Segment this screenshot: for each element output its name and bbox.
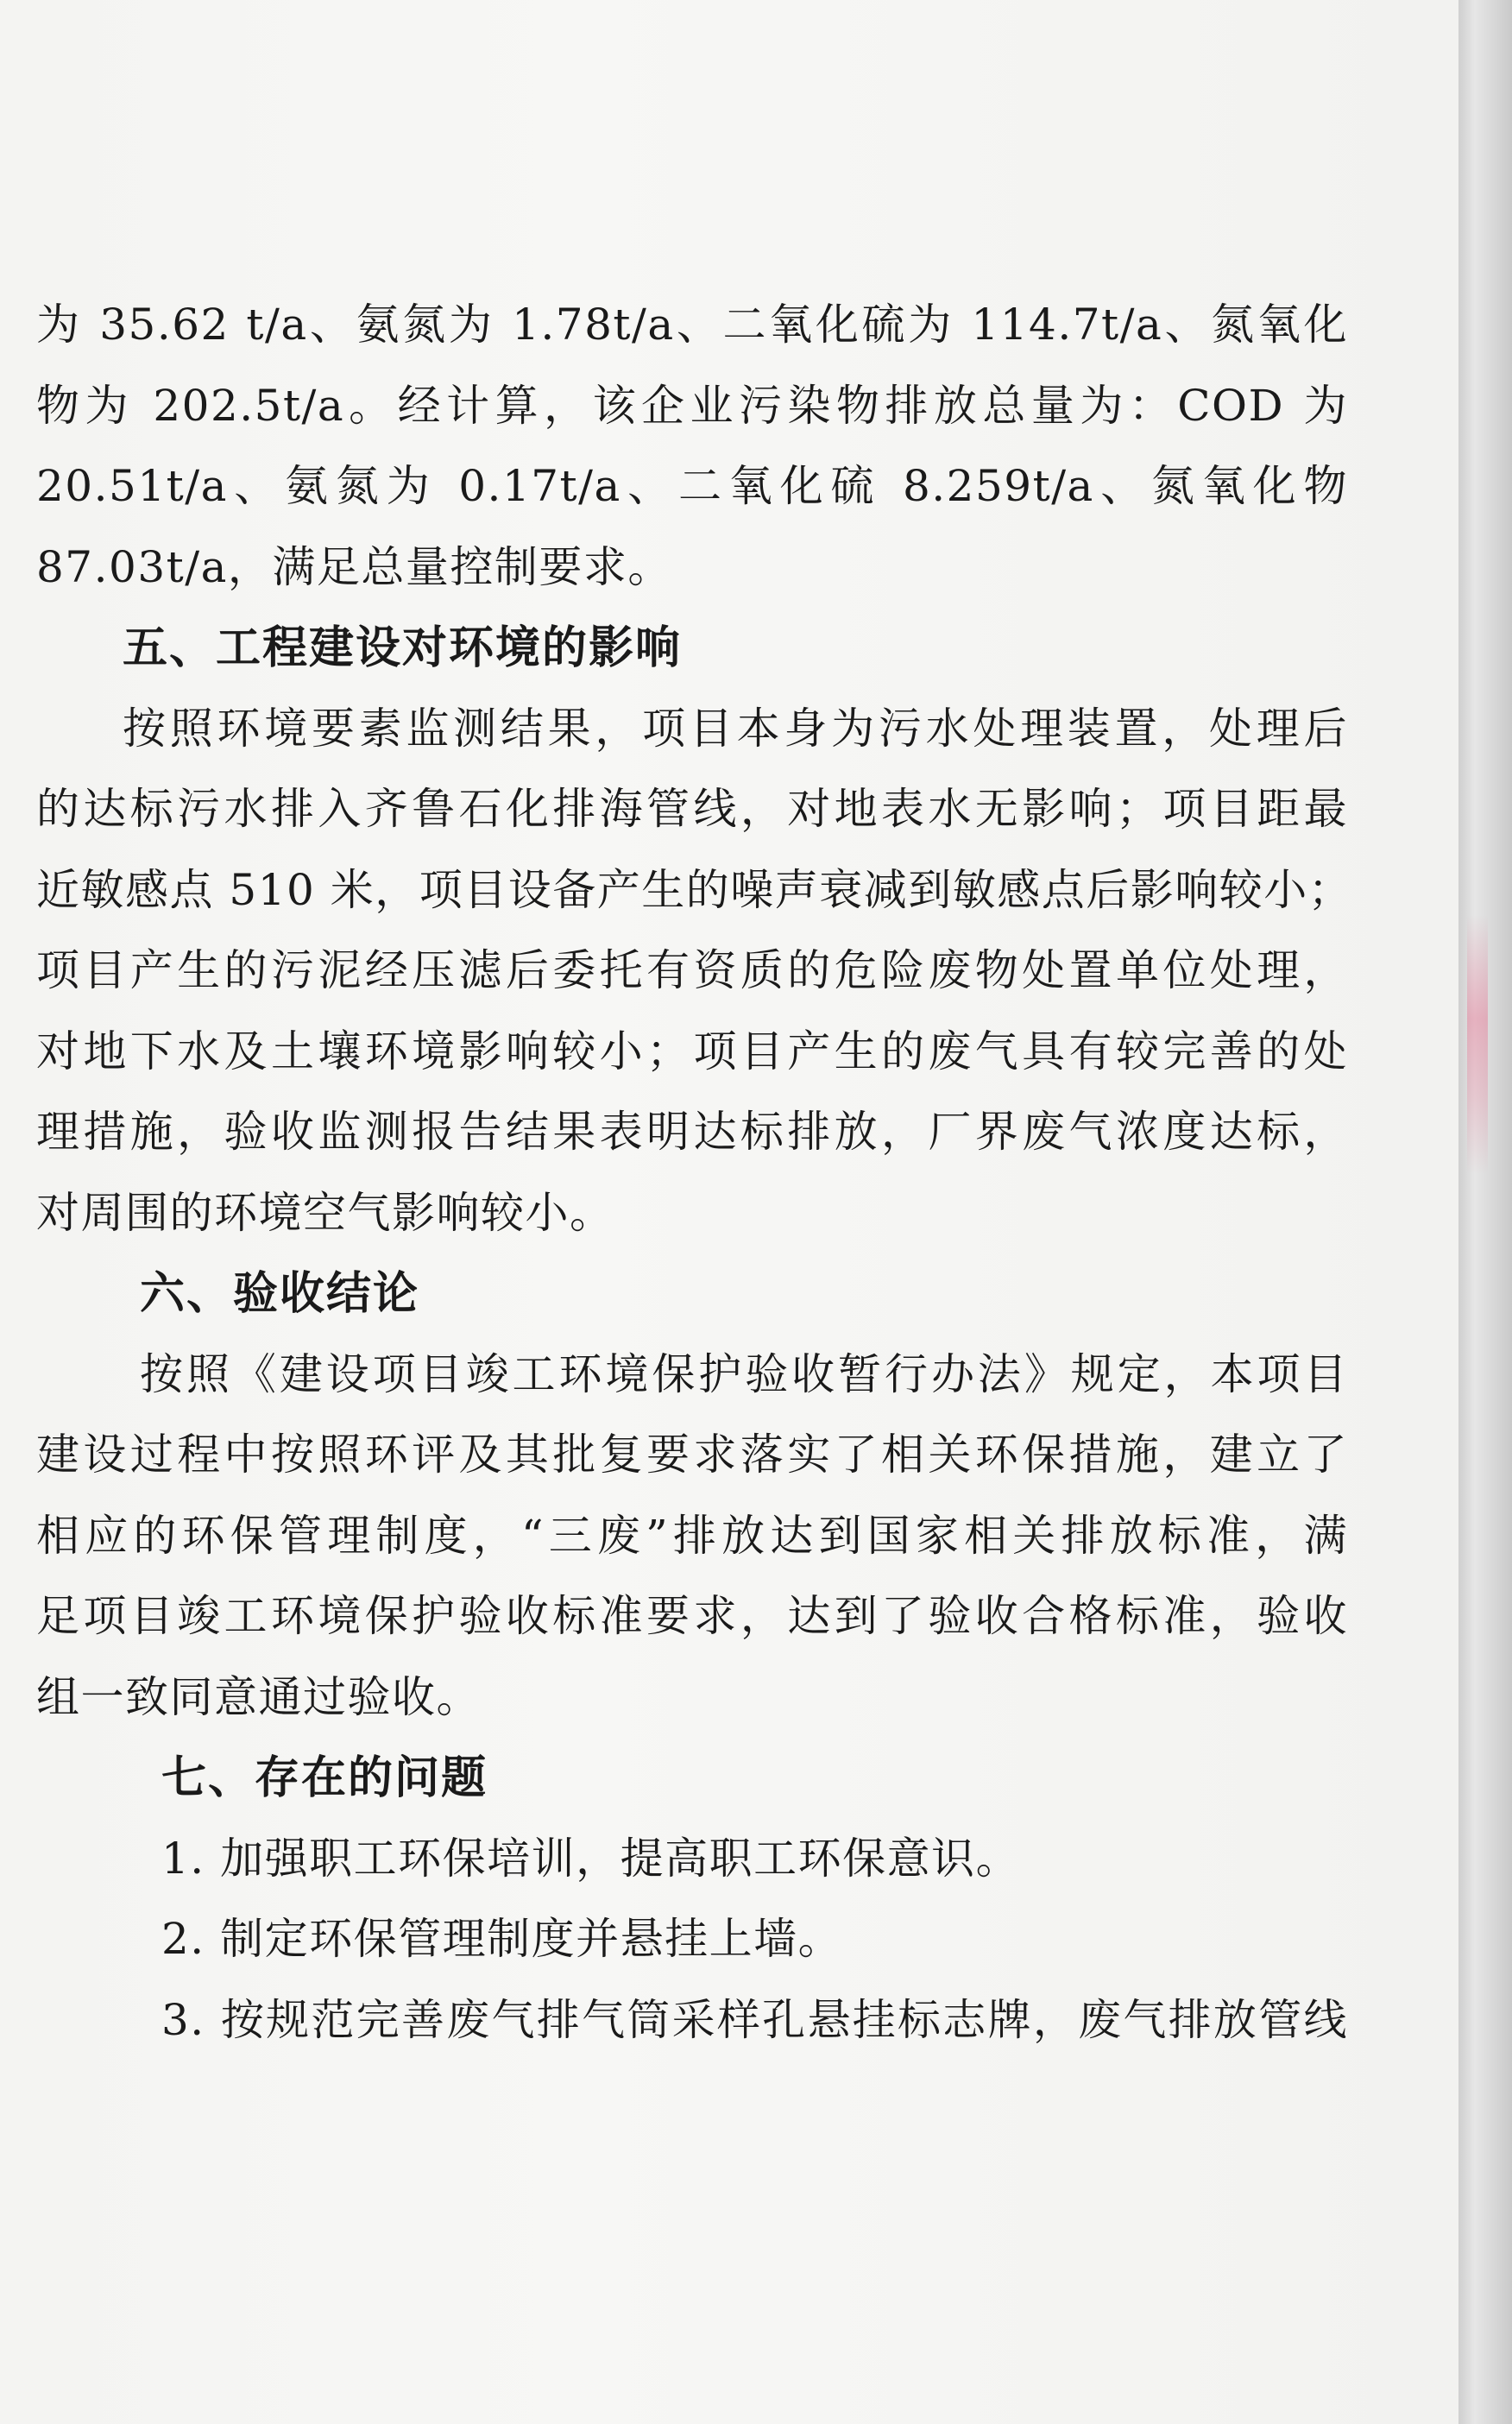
text-line: 建设过程中按照环评及其批复要求落实了相关环保措施，建立了	[36, 1430, 1348, 1480]
text-line: 为 35.62 t/a、氨氮为 1.78t/a、二氧化硫为 114.7t/a、氮氧化	[36, 300, 1348, 350]
text-line: 对周围的环境空气影响较小。	[36, 1187, 614, 1238]
paragraph-emissions-totals	[36, 285, 1348, 608]
section-heading-5: 五、工程建设对环境的影响	[123, 622, 683, 674]
text-line: 的达标污水排入齐鲁石化排海管线，对地表水无影响；项目距最	[36, 784, 1348, 834]
text-line: 近敏感点 510 米，项目设备产生的噪声衰减到敏感点后影响较小；	[36, 864, 1353, 915]
paragraph-environmental-impact	[36, 689, 1353, 1254]
list-item: 3. 按规范完善废气排气筒采样孔悬挂标志牌，废气排放管线	[161, 1994, 1348, 2045]
list-item: 1. 加强职工环保培训，提高职工环保意识。	[161, 1833, 1021, 1884]
page-edge-shadow	[1458, 0, 1512, 2424]
document-body	[36, 285, 1353, 2061]
text-line: 理措施，验收监测报告结果表明达标排放，厂界废气浓度达标，	[36, 1107, 1348, 1157]
text-line: 组一致同意通过验收。	[36, 1671, 481, 1722]
text-line: 按照《建设项目竣工环境保护验收暂行办法》规定，本项目	[140, 1348, 1348, 1399]
text-line: 87.03t/a，满足总量控制要求。	[36, 541, 672, 592]
text-line: 20.51t/a、氨氮为 0.17t/a、二氧化硫 8.259t/a、氮氧化物	[36, 461, 1348, 511]
text-line: 相应的环保管理制度，“三废”排放达到国家相关排放标准，满	[36, 1510, 1348, 1561]
issues-list	[36, 1819, 1348, 2061]
list-item: 2. 制定环保管理制度并悬挂上墙。	[161, 1914, 843, 1964]
text-line: 物为 202.5t/a。经计算，该企业污染物排放总量为：COD 为	[36, 380, 1348, 431]
text-line: 按照环境要素监测结果，项目本身为污水处理装置，处理后	[123, 703, 1348, 754]
text-line: 足项目竣工环境保护验收标准要求，达到了验收合格标准，验收	[36, 1591, 1348, 1641]
text-line: 对地下水及土壤环境影响较小；项目产生的废气具有较完善的处	[36, 1026, 1348, 1076]
section-heading-7: 七、存在的问题	[161, 1752, 488, 1804]
paragraph-acceptance-conclusion	[36, 1335, 1348, 1739]
text-line: 项目产生的污泥经压滤后委托有资质的危险废物处置单位处理，	[36, 945, 1348, 995]
section-heading-6: 六、验收结论	[140, 1267, 420, 1320]
